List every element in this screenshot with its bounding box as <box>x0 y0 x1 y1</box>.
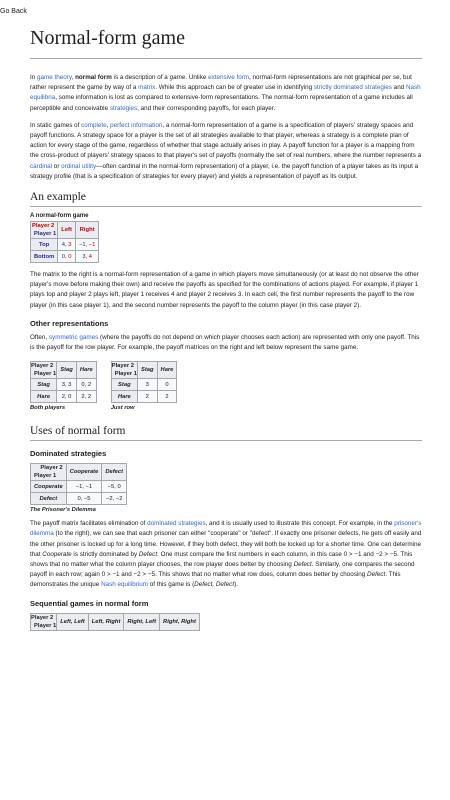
row-header: Hare <box>111 391 137 403</box>
text-run: , and their corresponding payoffs, for each player. <box>137 104 276 112</box>
inline-link[interactable]: Nash equilibria <box>30 84 421 102</box>
italic-term: Defect, Defect <box>194 581 235 589</box>
text-run: and <box>391 84 406 92</box>
both-players-figure <box>30 361 97 411</box>
prisoners-dilemma-table <box>30 463 127 505</box>
go-back-link[interactable]: Go Back <box>0 8 27 15</box>
table-row <box>31 251 99 263</box>
text-run: In static games of <box>30 121 82 129</box>
payoff-cell: 2 <box>137 391 157 403</box>
payoff-cell: 0, 0 <box>58 251 76 263</box>
payoff-cell: 3, 4 <box>75 251 98 263</box>
prisoners-dilemma-figure <box>30 463 422 513</box>
section-heading-other-representations: Other representations <box>30 318 109 328</box>
text-run: , a normal-form representation of a game is a specification of players' strategy spaces and payoff functions. A strategy space for a player is the set of all strategies available to that player, whereas a strategy is a complete plan of action for every stage of the game, regardless of whether that stage actually arises in play. A payoff function for a player is a mapping from the cross-product of players' strategy spaces to that player's set of payoffs (normally the set of real numbers, where the number represents a <box>30 121 422 160</box>
inline-link[interactable]: complete <box>81 121 107 129</box>
row-header: Stag <box>31 379 57 391</box>
payoff-cell: 2 <box>157 391 177 403</box>
text-run: . This demonstrates the unique <box>30 571 401 589</box>
player-2-label: Player 2 <box>31 614 54 621</box>
column-header: Left <box>58 222 76 239</box>
intro-paragraph-2 <box>30 121 422 182</box>
player-2-label: Player 2 <box>32 223 55 230</box>
text-run: is strictly dominated by <box>71 550 139 558</box>
table-row <box>31 391 97 403</box>
other-paragraph <box>30 333 422 353</box>
payoff-cell: 3, 3 <box>57 379 77 391</box>
text-run: . One must compare the first numbers in each column, in this case 0 > −1 and −2 > −5. This shows that no matter what the column player chooses, the row player does better by choosing <box>30 550 413 569</box>
text-run: (to the right), we can see that each prisoner can either "cooperate" or "defect". If exactly one prisoner defects, he gets off easily and the other prisoner is locked up for a long time. However, if they both defect, they will both be locked up for a shorter time. One can determine that <box>30 530 422 558</box>
text-run: , but rather represent the game by way of a <box>30 74 412 92</box>
section-heading-dominated: Dominated strategies <box>30 449 107 459</box>
text-run: (where the payoffs do not depend on which player chooses each action) are represented with only one payoff. This is the payoff for the row player. For example, the payoff matrices on the right and left below represent the same game. <box>30 333 420 352</box>
inline-link[interactable]: cardinal <box>30 162 53 170</box>
section-heading-uses: Uses of normal form <box>30 425 422 441</box>
table-row <box>111 391 177 403</box>
sequential-table <box>30 613 200 631</box>
example-paragraph <box>30 270 422 311</box>
row-header: Defect <box>31 493 67 505</box>
payoff-cell: −1, −1 <box>75 239 98 251</box>
inline-link[interactable]: symmetric games <box>48 333 99 341</box>
example-payoff-table <box>30 221 99 263</box>
italic-term: Defect <box>138 550 158 558</box>
text-run: The matrix to the right is a normal-form representation of a game in which players move simultaneously (or at least do not observe the other player's move before making their own) and receive the payoffs as specified for the combinations of actions played. For example, if player 1 plays top and player 2 plays left, player 1 receives 4 and player 2 receives 3. In each cell, the first number represents the payoff to the row player (in this case player 1), and the second number represents the payoff to the column player (in this case player 2). <box>30 271 419 309</box>
table-corner <box>111 362 137 379</box>
inline-link[interactable]: strictly dominated strategies <box>313 84 392 92</box>
text-run: or <box>52 162 62 170</box>
prisoners-dilemma-caption: The Prisoner's Dilemma <box>30 507 96 514</box>
column-header: Right, Left <box>124 613 160 630</box>
inline-link[interactable]: extensive form <box>208 74 250 81</box>
italic-term: Defect <box>367 571 386 579</box>
text-run: Often, <box>30 333 49 341</box>
row-header: Hare <box>31 391 57 403</box>
just-row-table <box>111 361 178 403</box>
player-2-label: Player 2 <box>31 363 54 370</box>
payoff-cell: 2, 2 <box>76 391 96 403</box>
just-row-figure <box>111 361 178 411</box>
italic-term: per se <box>382 74 400 81</box>
text-run: . Similarly, one compares the second payoff in each row; again 0 > −1 and −2 > −5. This shows that no matter what row does, column does better by choosing <box>30 561 415 579</box>
text-run: —often cardinal in the normal-form representation) of a player, i.e. the payoff function of a player takes as its input a strategy profile (that is a specification of strategies for every player) and yields a representation of payoff as its output. <box>30 162 419 180</box>
intro-paragraph-1 <box>30 73 422 114</box>
column-header: Defect <box>102 464 127 481</box>
player-1-label: Player 1 <box>114 371 137 378</box>
column-header: Right, Right <box>160 613 200 630</box>
text-run: In <box>30 74 38 81</box>
player-2-label: Player 2 <box>40 465 63 472</box>
column-header: Cooperate <box>66 464 102 481</box>
section-heading-example: An example <box>30 191 422 207</box>
inline-link[interactable]: Nash equilibrium <box>101 581 148 589</box>
text-run: , <box>106 121 111 129</box>
player-1-label: Player 1 <box>34 473 57 480</box>
row-header: Cooperate <box>31 481 67 493</box>
both-players-caption: Both players <box>30 405 66 412</box>
article <box>30 26 422 631</box>
italic-term: Defect <box>293 561 312 569</box>
table-corner <box>31 464 67 481</box>
column-header: Stag <box>137 362 157 379</box>
both-players-table <box>30 361 97 403</box>
row-header: Bottom <box>31 251 58 263</box>
player-1-label: Player 1 <box>34 371 57 378</box>
payoff-cell: 0 <box>157 379 177 391</box>
row-header: Stag <box>111 379 137 391</box>
text-run: , some information is lost as compared to extensive-form representations. The normal-form representation of a game includes all perceptible and conceivable <box>30 94 413 112</box>
table-row <box>31 481 127 493</box>
payoff-cell: 4, 3 <box>58 239 76 251</box>
player-2-label: Player 2 <box>111 363 134 370</box>
text-run: of this game is ( <box>147 581 195 589</box>
payoff-cell: −1, −1 <box>66 481 102 493</box>
italic-term: game <box>169 74 186 81</box>
bold-term: normal form <box>75 74 112 81</box>
row-header: Top <box>31 239 58 251</box>
italic-term: Cooperate <box>42 550 72 558</box>
dominated-paragraph <box>30 519 422 590</box>
section-heading-sequential: Sequential games in normal form <box>30 598 149 608</box>
text-run: . While this approach can be of greater use in identifying <box>155 84 314 92</box>
column-header: Left, Right <box>88 613 124 630</box>
example-table-caption: A normal-form game <box>30 213 89 220</box>
column-header: Hare <box>76 362 96 379</box>
table-row <box>111 379 177 391</box>
table-row <box>31 493 127 505</box>
inline-link[interactable]: game theory <box>37 74 72 81</box>
table-corner <box>31 613 57 630</box>
symmetric-tables <box>30 361 422 411</box>
inline-link[interactable]: dominated strategies <box>147 520 206 528</box>
player-1-label: Player 1 <box>34 622 57 629</box>
table-row <box>31 379 97 391</box>
payoff-cell: 3 <box>137 379 157 391</box>
table-corner <box>31 222 58 239</box>
inline-link[interactable]: prisoner's dilemma <box>30 520 422 538</box>
player-1-label: Player 1 <box>34 231 57 238</box>
payoff-cell: 0, 2 <box>76 379 96 391</box>
text-run: , and it is usually used to illustrate this concept. For example, in the <box>205 520 395 528</box>
just-row-caption: Just row <box>110 405 135 412</box>
table-corner <box>31 362 57 379</box>
column-header: Hare <box>157 362 177 379</box>
table-row <box>31 239 99 251</box>
text-run: , normal-form representations are not graphical <box>249 74 383 81</box>
text-run: ). <box>234 581 238 589</box>
column-header: Left, Left <box>57 613 88 630</box>
text-run: . Unlike <box>185 74 209 81</box>
page-title: Normal-form game <box>30 26 422 59</box>
inline-link[interactable]: perfect information <box>110 121 163 129</box>
payoff-cell: 2, 0 <box>57 391 77 403</box>
text-run: , <box>71 74 76 81</box>
column-header: Right <box>75 222 98 239</box>
payoff-cell: −5, 0 <box>102 481 127 493</box>
payoff-cell: 0, −5 <box>66 493 102 505</box>
column-header: Stag <box>57 362 77 379</box>
inline-link[interactable]: strategies <box>109 104 138 112</box>
text-run: is a description of a <box>111 74 170 81</box>
inline-link[interactable]: matrix <box>138 84 156 92</box>
inline-link[interactable]: ordinal utility <box>61 162 97 170</box>
text-run: The payoff matrix facilitates elimination of <box>30 520 148 528</box>
payoff-cell: −2, −2 <box>102 493 127 505</box>
